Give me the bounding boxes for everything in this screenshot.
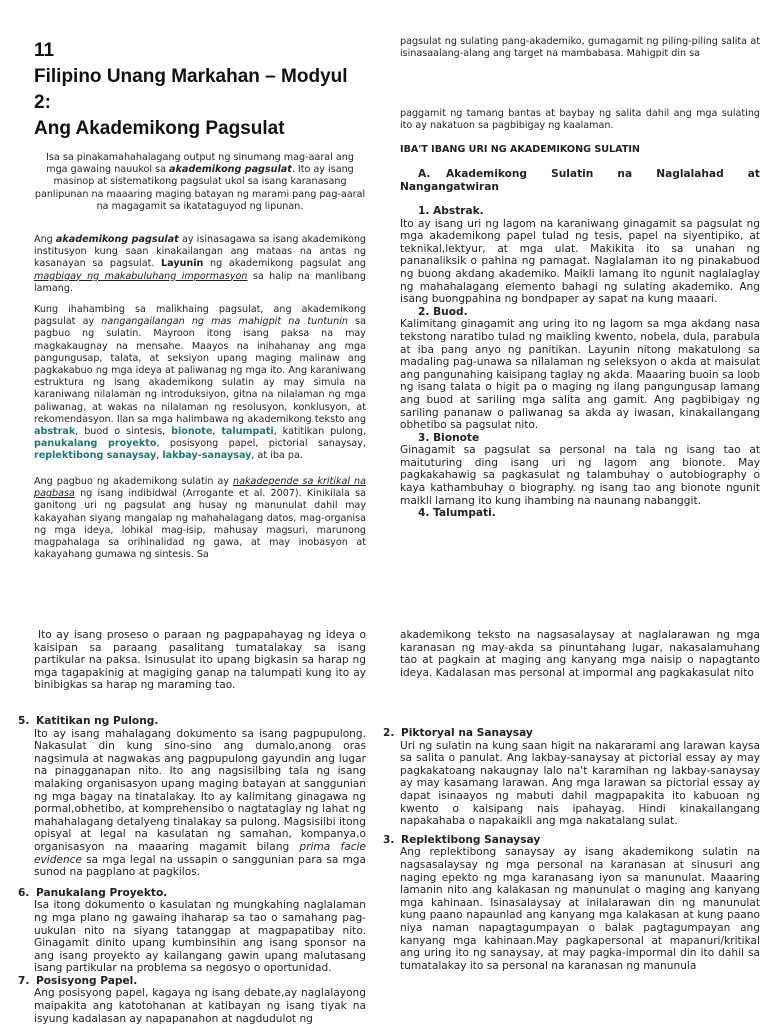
item-body: Uri ng sulatin na kung saan higit na nakararami ang larawan kaysa sa salita o panulat. Ang lakbay-sanaysay at pictorial essay ay may pagkakatoang nakaugnay lalo na't karamihan ng lakbay-sanaysay ay may kasamang larawan. Ang mga larawan sa pictorial essay ay dapat isinaayos ng mabuti dahil magpapakita ito kabuoan ng kwento o kaisipang nais ipahayag. Hindi kinakailangang napakahaba o napakaikli ang mga nakatalang sulat. bbox=[400, 739, 760, 828]
item-body: Kalimitang ginagamit ang uring ito ng lagom sa mga akdang nasa tekstong naratibo tulad ng maikling kwento, nobela, dula, parabula at iba pang anyo ng panitikan. Layunin nitong makatulong sa madaling pag-unawa sa nilalaman ng seleksyon o akda at maisulat ang pangunahing kaisipang taglay ng akda. Maaaring buoin sa loob ng isang talata o higit pa o maging ng ilang pangungusap lamang ang buod at sariling mga salita ang gamit. Ang pagbibigay ng sariling pananaw o paliwanag sa akda ay iwasan, kinakailangang obhetibo sa pagsulat nito. bbox=[400, 318, 760, 432]
intro-paragraph bbox=[34, 152, 366, 213]
p3-emphasis: nangangailangan ng mas mahigpit na tuntunin bbox=[101, 316, 348, 328]
item-name: Talumpati. bbox=[433, 507, 496, 520]
p2-text-2: ay isinasagawa sa isang akademikong institusyon kung saan kinakailangan ang mataas na antas ng kasanayan sa pagsulat. bbox=[34, 234, 366, 270]
right-types-list bbox=[383, 727, 760, 972]
module-title-line1: Filipino Unang Markahan – Modyul bbox=[34, 66, 348, 87]
item-heading bbox=[18, 887, 366, 900]
item-heading bbox=[383, 834, 760, 847]
item-number: 4. bbox=[418, 507, 430, 520]
item-name: Replektibong Sanaysay bbox=[401, 833, 541, 846]
subheading-a bbox=[400, 168, 760, 193]
item-name: Buod. bbox=[433, 305, 468, 318]
list-item bbox=[18, 974, 366, 1025]
keyword-abstrak: abstrak bbox=[34, 426, 76, 438]
list-item bbox=[18, 886, 366, 975]
intro-emphasis: akademikong pagsulat bbox=[169, 164, 292, 176]
p4-text-1: Ang pagbuo ng akademikong sulatin ay bbox=[34, 476, 234, 487]
item-heading bbox=[18, 975, 366, 988]
item-name: Bionote bbox=[433, 431, 480, 444]
item-number: 2. bbox=[383, 727, 395, 739]
p3-text-7: , bbox=[156, 450, 163, 462]
intro-text-2: . Ito ay isang masinop at sistematikong pagsulat ukol sa isang karanasang panlipunan na maaaring maging batayan ng marami pang pag-aaral na magagamit sa ikatataguyod ng lipunan. bbox=[34, 164, 366, 212]
lakbay-sanaysay-paragraph: akademikong teksto na nagsasalaysay at naglalarawan ng mga karanasan ng may-akda sa pinuntahang lugar, nakasalamuhang tao at pagkain at maging ang kanyang mga naisip o napagtanto ideya. Kadalasan mas personal at impormal ang pagkakasulat nito bbox=[400, 629, 760, 679]
item-body: Ginagamit sa pagsulat sa personal na tala ng isang tao at maituturing ding isang uri ng lagom ang bionote. May pagkakahawig sa pagkasulat ng talambuhay o autobiography o kaya kathambuhay o biography. ng isang tao ang bionote ngunit maikli lamang ito kung ihambing na naunang nabanggit. bbox=[400, 444, 760, 507]
keyword-replektibong-sanaysay: replektibong sanaysay bbox=[34, 450, 157, 462]
item-body-text: Ito ay isang mahalagang dokumento sa isang pagpupulong. Nakasulat din kung sino-sino ang dumalo,anong oras nagsimula at nagwakas ang pagpupulong gayundin ang lugar na pinagganapan nito. Ito ang nagsisilbing tala ng isang malaking organisasyon upang maging batayan at sanggunian ng mga bagay na tinatalakay. Ito ay kalimitang ginagawa ng pormal,obhetibo, at komprehensibo o nagtataglay ng lahat ng mahahalagang detalyeng tinalakay sa pulong. Magsisilbi itong opisyal at legal na kasulatan ng samahan, kompanya,o organisasyon na maaaring magamit bilang bbox=[34, 727, 366, 853]
item-name: Katitikan ng Pulong. bbox=[36, 715, 159, 727]
p2-bold: Layunin bbox=[161, 258, 204, 270]
p3-text-3: , buod o sintesis, bbox=[75, 426, 172, 438]
keyword-bionote: bionote bbox=[171, 426, 213, 438]
list-item bbox=[400, 205, 760, 306]
p3-text-5: , katitikan pulong, bbox=[273, 426, 366, 438]
item-heading bbox=[400, 306, 760, 319]
p2-text-1: Ang bbox=[34, 234, 56, 245]
talumpati-paragraph: Ito ay isang proseso o paraan ng pagpapahayag ng ideya o kaisipan sa paraang pasalitang tumatalakay sa isang partikular na paksa. Isinusulat ito upang bigkasin sa harap ng mga tagapakinig at magiging ganap na talumpati kung ito ay binibigkas sa harap ng maraming tao. bbox=[34, 629, 366, 692]
keyword-talumpati: talumpati bbox=[221, 426, 274, 438]
item-body-text: Ang posisyong papel, kagaya ng isang debate,ay naglalayong maipakita ang katotohanan at katibayan ng isang tiyak na isyung kadalasan ay napapanahon at nagdudulot ng bbox=[34, 987, 366, 1025]
item-number: 7. bbox=[18, 974, 30, 987]
item-number: 6. bbox=[18, 886, 30, 899]
list-item bbox=[400, 432, 760, 508]
keyword-lakbay-sanaysay: lakbay-sanaysay bbox=[162, 450, 252, 462]
item-heading bbox=[18, 715, 366, 728]
item-body-text: Isa itong dokumento o kasulatan ng mungkahing naglalaman ng mga plano ng gawaing ihaharap sa tao o samahang pag-uukulan nito na siyang tatanggap at magpapatibay nito. Ginagamit dinito upang kumbinsihin ang isang sponsor na ang isang proyekto ay kailangang gawin upang malutasang isang partikular na problema sa negosyo o oportunidad. bbox=[34, 899, 366, 975]
item-heading bbox=[400, 507, 760, 520]
module-number: 11 bbox=[34, 40, 55, 61]
item-heading bbox=[383, 727, 760, 740]
module-title bbox=[34, 38, 366, 142]
item-name: Abstrak. bbox=[433, 205, 484, 217]
structure-paragraph bbox=[34, 304, 366, 463]
list-item bbox=[383, 727, 760, 828]
p3-text-8: , at iba pa. bbox=[251, 450, 303, 462]
item-number: 5. bbox=[18, 715, 30, 727]
item-body: Ang replektibong sanaysay ay isang akademikong sulatin na nagsasalaysay ng mga personal na karanasan at sinusuri ang naging epekto ng mga karanasang iyon sa manunulat. Maaaring lamanin nito ang kalakasan ng manunulat o maging ang kanyang mga kahinaan. Isinasalaysay at inilalarawan din ng manunulat kung paano napaunlad ang kanyang mga kalakasan at kung paano niya naman napagtagumpayan o balak pagtagumpayan ang kanyang mga kahinaan.May pagkapersonal at mapanuri/kritikal ang uring ito ng sanaysay, at may pagka-impormal din ito dahil sa tumatalakay ito sa personal na karanasan ng manunula bbox=[400, 846, 760, 972]
item-body bbox=[34, 728, 366, 879]
p2-text-4: sa halip na manlibang lamang. bbox=[34, 270, 366, 294]
types-heading: IBA'T IBANG URI NG AKADEMIKONG SULATIN bbox=[400, 144, 640, 155]
module-title-line2: 2: bbox=[34, 92, 51, 113]
keyword-panukalang-proyekto: panukalang proyekto bbox=[34, 438, 157, 450]
list-item bbox=[383, 833, 760, 973]
item-body bbox=[34, 899, 366, 975]
item-body: Ito ay isang uri ng lagom na karaniwang ginagamit sa pagsulat ng mga akademikong papel tulad ng tesis, papel na siyentipiko, at teknikal,lektyur, at mga ulat. Makikita ito sa unahan ng pananaliksik o pahina ng pamagat. Naglalaman ito ng pinakabuod ng buong akdang akademiko. Maikli lamang ito ngunit naglalaglay ng mahahalagang elemento bahagi ng sulating akademiko. Ang isang buongpahina ng bondpaper ay sapat na kung maaari. bbox=[400, 217, 760, 306]
intro-text-1: Isa sa pinakamahahalagang output ng sinumang mag-aaral ang mga gawaing nauukol sa bbox=[46, 152, 354, 176]
p2-underlined: magbigay ng makabuluhang impormasyon bbox=[34, 270, 248, 282]
item-number: 3. bbox=[383, 833, 395, 846]
list-item bbox=[400, 507, 760, 520]
p3-text-6: , posisyong papel, pictorial sanaysay, bbox=[156, 438, 366, 450]
item-heading bbox=[400, 432, 760, 445]
item-number: 3. bbox=[418, 431, 430, 444]
subheading-text: Akademikong Sulatin na Naglalahad at Nangangatwiran bbox=[400, 168, 760, 193]
item-number: 1. bbox=[418, 205, 430, 217]
p4-underlined: nakadepende sa kritikal na pagbasa bbox=[34, 476, 366, 500]
left-types-list bbox=[18, 715, 366, 1025]
list-item bbox=[18, 715, 366, 879]
item-body-emphasis: prima facie evidence bbox=[34, 840, 366, 866]
p2-text-3: ng akademikong pagsulat ang bbox=[203, 258, 367, 270]
continued-paragraph-bottom: paggamit ng tamang bantas at baybay ng salita dahil ang mga sulating ito ay nakatuon sa pagbibigay ng kaalaman. bbox=[400, 108, 760, 132]
p3-text-2: sa pagbuo ng sulatin. Mayroon itong isang paksa na may magkakaugnay na mensahe. Maayos na inihahanay ang mga pangungusap, talata, at seksiyon upang maging malinaw ang pagkakabuo ng mga ideya at paliwanag ng mga ito. Ang karaniwang estruktura ng isang akademikong sulatin ay may simula na karaniwang nilalaman ng introduksiyon, gitna na nilalaman ng mga paliwanag, at wakas na nilalaman ng resolusyon, konklusyon, at rekomendasyon. Ilan sa mga halimbawa ng akademikong teksto ang bbox=[34, 316, 366, 425]
definition-paragraph bbox=[34, 234, 366, 295]
item-name: Posisyong Papel. bbox=[36, 974, 138, 987]
p3-text-4: , bbox=[212, 426, 222, 438]
item-name: Piktoryal na Sanaysay bbox=[401, 727, 533, 739]
subheading-letter: A. bbox=[418, 168, 431, 180]
p4-text-2: ng isang indibidwal (Arrogante et al. 2007). Kinikilala sa ganitong uri ng pagsulat ang husay ng manunulat dahil may kakayahan siyang mangalap ng mahahalagang datos, mag-organisa ng mga ideya, lohikal mag-isip, mahusay magsuri, marunong magpahalaga sa orihinalidad ng gawa, at may inobasyon at kakayahang gumawa ng sintesis. Sa bbox=[34, 488, 366, 561]
continued-paragraph-top: pagsulat ng sulating pang-akademiko, gumagamit ng piling-piling salita at isinasaalang-alang ang target na mambabasa. Mahigpit din sa bbox=[400, 36, 760, 60]
p2-emphasis: akademikong pagsulat bbox=[55, 234, 179, 245]
item-name: Panukalang Proyekto. bbox=[36, 886, 168, 899]
item-body-text-2: sa mga legal na ussapin o sanggunian para sa mga sunod na pagplano at pagkilos. bbox=[34, 853, 366, 879]
list-item bbox=[400, 306, 760, 432]
critical-reading-paragraph bbox=[34, 476, 366, 561]
module-title-line3: Ang Akademikong Pagsulat bbox=[34, 118, 285, 139]
p3-text-1: Kung ihahambing sa malikhaing pagsulat, ang akademikong pagsulat ay bbox=[34, 304, 366, 328]
item-body bbox=[34, 987, 366, 1025]
item-number: 2. bbox=[418, 305, 430, 318]
types-list bbox=[400, 205, 760, 520]
item-heading bbox=[400, 205, 760, 218]
